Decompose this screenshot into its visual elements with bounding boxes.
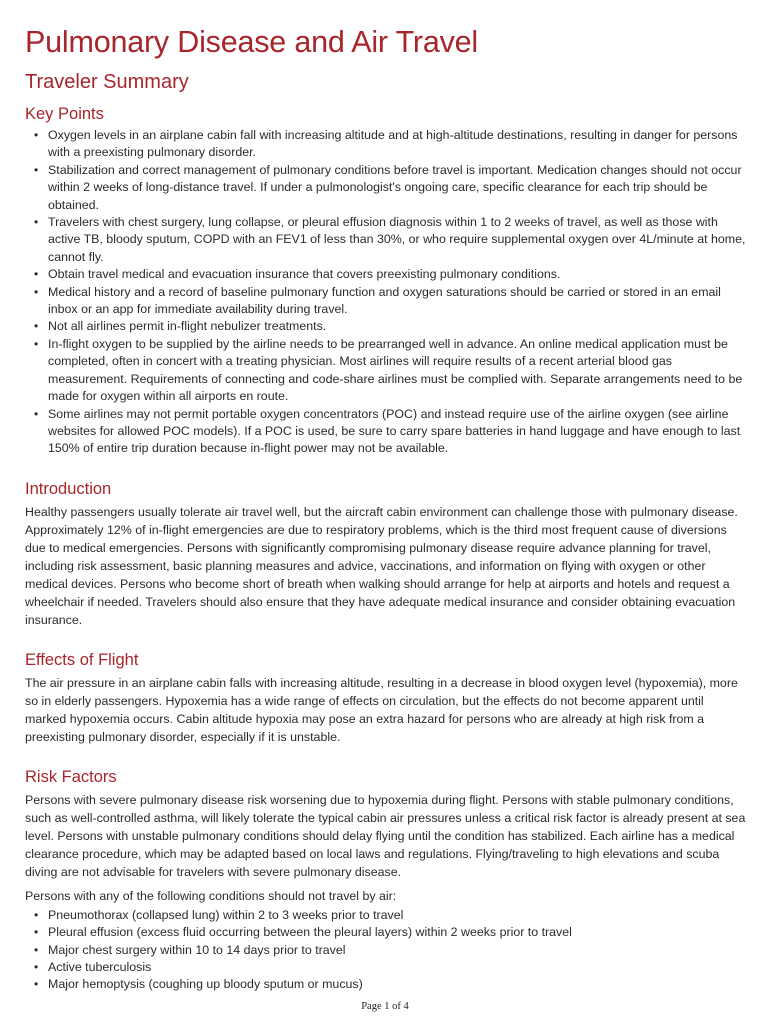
introduction-paragraph: Healthy passengers usually tolerate air travel well, but the aircraft cabin environment can challenge those with pulmonary disease. Approximately 12% of in-flight emergencies are due to respiratory problems, which is the third most frequent cause of diversions due to medical emergencies. Persons with significantly compromising pulmonary disease require advance planning for travel, including risk assessment, basic planning measures and advice, vaccinations, and information on flying with oxygen or other medical devices. Persons who become short of breath when walking should arrange for help at airports and hotels and request a wheelchair if needed. Travelers should also ensure that they have adequate medical insurance and consider obtaining evacuation insurance. bbox=[25, 504, 738, 627]
page-number: Page 1 of 4 bbox=[361, 1001, 409, 1012]
list-item: • Major hemoptysis (coughing up bloody sputum or mucus) bbox=[48, 976, 747, 993]
conditions-list bbox=[25, 907, 747, 994]
list-item: • Major chest surgery within 10 to 14 days prior to travel bbox=[48, 942, 747, 959]
conditions-intro: Persons with any of the following conditions should not travel by air: bbox=[25, 888, 397, 903]
document-subtitle: Traveler Summary bbox=[25, 71, 189, 93]
list-item: • Active tuberculosis bbox=[48, 959, 747, 976]
key-points-section bbox=[25, 103, 747, 458]
list-item: • Medical history and a record of baseline pulmonary function and oxygen saturations should be carried or stored in an email inbox or an app for immediate availability during travel. bbox=[48, 284, 747, 319]
document-title: Pulmonary Disease and Air Travel bbox=[25, 25, 479, 59]
key-points-heading: Key Points bbox=[25, 105, 104, 123]
effects-of-flight-heading: Effects of Flight bbox=[25, 650, 139, 669]
list-item: • Oxygen levels in an airplane cabin fall with increasing altitude and at high-altitude destinations, resulting in danger for persons with a preexisting pulmonary disorder. bbox=[48, 127, 747, 162]
introduction-section bbox=[25, 478, 747, 629]
list-item: • Pneumothorax (collapsed lung) within 2 to 3 weeks prior to travel bbox=[48, 907, 747, 924]
risk-factors-paragraph: Persons with severe pulmonary disease risk worsening due to hypoxemia during flight. Persons with stable pulmonary conditions, such as well-controlled asthma, will likely tolerate the typical cabin air pressures unless a critical risk factor is already present at sea level. Persons with unstable pulmonary conditions should delay flying until the condition has stabilized. Each airline has a medical clearance procedure, which may be adapted based on local laws and regulations. Flying/traveling to high elevations and scuba diving are not advisable for travelers with severe pulmonary disease. bbox=[25, 792, 746, 879]
risk-factors-heading: Risk Factors bbox=[25, 767, 117, 786]
list-item: • In-flight oxygen to be supplied by the airline needs to be prearranged well in advance. An online medical application must be completed, often in concert with a treating physician. Most airlines will require results of a recent arterial blood gas measurement. Requirements of connecting and code-share airlines must be complied with. Separate arrangements need to be made for oxygen within all airports en route. bbox=[48, 336, 747, 406]
document-page bbox=[25, 22, 747, 994]
list-item: • Some airlines may not permit portable oxygen concentrators (POC) and instead require use of the airline oxygen (see airline websites for allowed POC models). If a POC is used, be sure to carry spare batteries in hand luggage and have enough to last 150% of entire trip duration because in-flight power may not be available. bbox=[48, 406, 747, 458]
risk-factors-section bbox=[25, 766, 747, 994]
list-item: • Obtain travel medical and evacuation insurance that covers preexisting pulmonary conditions. bbox=[48, 266, 747, 283]
list-item: • Travelers with chest surgery, lung collapse, or pleural effusion diagnosis within 1 to 2 weeks of travel, as well as those with active TB, bloody sputum, COPD with an FEV1 of less than 30%, or who require supplemental oxygen over 4L/minute at home, cannot fly. bbox=[48, 214, 747, 266]
list-item: • Not all airlines permit in-flight nebulizer treatments. bbox=[48, 318, 747, 335]
key-points-list bbox=[25, 127, 747, 458]
effects-of-flight-paragraph: The air pressure in an airplane cabin falls with increasing altitude, resulting in a decrease in blood oxygen level (hypoxemia), more so in elderly passengers. Hypoxemia has a wide range of effects on circulation, but the effects do not become apparent until marked hypoxemia occurs. Cabin altitude hypoxia may pose an extra hazard for persons who are already at high risk from a preexisting pulmonary disorder, especially if it is unstable. bbox=[25, 675, 738, 744]
introduction-heading: Introduction bbox=[25, 479, 112, 498]
list-item: • Pleural effusion (excess fluid occurring between the pleural layers) within 2 weeks prior to travel bbox=[48, 924, 747, 941]
effects-of-flight-section bbox=[25, 649, 747, 746]
list-item: • Stabilization and correct management of pulmonary conditions before travel is important. Medication changes should not occur within 2 weeks of long-distance travel. If under a pulmonologist's ongoing care, specific clearance for each trip should be obtained. bbox=[48, 162, 747, 214]
